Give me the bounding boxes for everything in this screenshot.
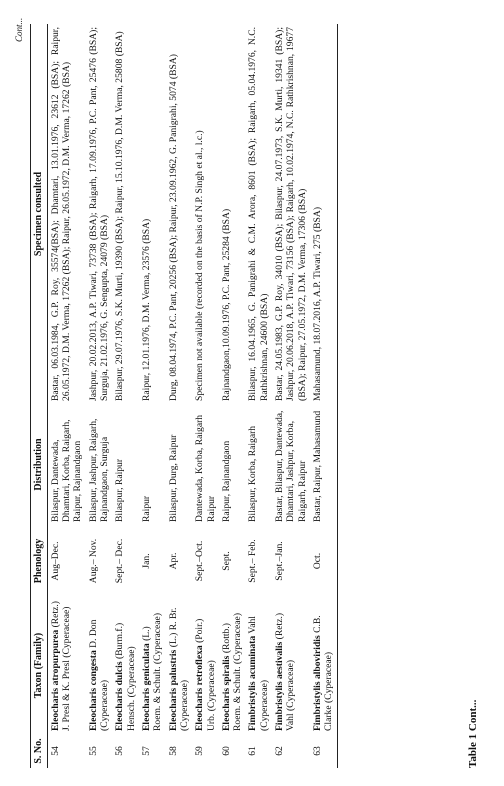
cell-sno: 60 [220,746,232,756]
header-taxon: Taxon (Family) [31,597,48,734]
continued-label: Cont... [14,17,24,42]
cell-sno: 54 [49,746,61,756]
cell-sno: 62 [274,746,286,756]
cell-taxon [245,597,272,734]
taxon-name: Eleocharis spiralis [220,655,232,731]
cell-distribution: Bilaspur, Jashpur, Raigarh, Rajnandgaon, Surguja [87,418,111,522]
cell-taxon [139,597,166,734]
table-row [139,24,166,768]
taxon-name: Fimbristylis alboviridis [312,635,324,731]
taxon-name: Eleocharis retroflexa [194,645,206,731]
taxon-author-family: (Poir.) Urb. (Cyperaceae) [194,618,217,731]
taxon-name: Eleocharis geniculata [140,643,152,731]
cell-distribution: Bilaspur, Raipur [114,458,126,522]
table-row [192,24,219,768]
cell-phenology: Apr. [167,552,179,570]
cell-sno: 55 [87,746,99,756]
cell-distribution: Bilaspur, Korba, Raigarh [247,425,259,522]
table-row [219,24,246,768]
cell-taxon [272,597,310,734]
header-specimen: Specimen consulted [31,24,48,404]
cell-distribution: Dantewada, Korba, Raigarh Raipur [194,414,217,522]
cell-sno: 59 [194,746,206,756]
table-row [47,24,85,768]
cell-specimen: Rajnandgaon,10.09.1976, P.C. Pant, 25284 (BSA) [220,208,232,401]
taxon-author-family: (L.) R. Br. (Cyperaceae) [167,607,190,731]
cell-phenology: Oct. [310,525,337,597]
cell-taxon [166,597,193,734]
cell-phenology: Sept.–Oct. [194,540,206,582]
cell-specimen: Bastar, 24.05.1983, G.P. Roy, 34010 (BSA); Bilaspur, 24.07.1973, S.K. Murti, 19341 (BSA); Jashpur, 20.06.2018, A.P. Tiwari, 73156 (BSA); Raigarh, 10.02.1974, N.C. Rathkrishnan, 19677 (BSA); Raipur, 27.05.1972, D.M. Verma, 17306 (BSA) [274,27,308,401]
cell-phenology: Sept.– Dec. [114,538,126,584]
cell-distribution: Raipur [140,495,152,522]
cell-taxon [112,597,139,734]
taxon-author-family: (L.) Roem. & Schult. (Cyperaceae) [140,612,164,731]
cell-sno: 56 [114,746,126,756]
cell-phenology: Jan. [140,553,152,569]
taxon-author-family: (Rottb.) Roem. & Schult. (Cyperaceae) [220,612,244,731]
cell-distribution: Bilaspur, Durg, Raipur [167,434,179,522]
cell-phenology: Sept.–Jan. [274,541,286,581]
header-row [31,24,48,768]
cell-taxon [86,597,113,734]
taxon-author-family: (Retz.) Vahl (Cyperaceae) [274,612,297,731]
cell-distribution: Raipur, Rajnandgaon [220,440,232,522]
cell-taxon [310,597,337,734]
cell-sno: 57 [140,746,152,756]
cell-specimen: Raipur, 12.01.1976, D.M. Verma, 23576 (BSA) [140,218,152,401]
header-sno: S. No. [31,734,48,768]
table-body [47,24,337,768]
cell-phenology: Sept. [220,551,232,571]
cell-specimen: Mahasamund, 18.07.2016, A.P. Tiwari, 275 (BSA) [310,24,337,404]
cell-distribution: Bilaspur, Dantewada, Dhamtari, Korba, Raigarh, Raipur, Rajnandgaon [49,419,84,522]
taxon-author-family: D. Don (Cyperaceae) [87,619,111,731]
table-row [310,24,337,768]
header-phenology: Phenology [31,525,48,597]
cell-sno: 58 [167,746,179,756]
table-row [245,24,272,768]
cell-distribution: Bastar, Raipur, Mahasamund [310,404,337,525]
cell-taxon [219,597,246,734]
table-row [112,24,139,768]
table-row [86,24,113,768]
table-caption: Table 1 Cont... [467,699,479,768]
table-row [272,24,310,768]
cell-phenology: Sept.– Feb. [247,539,259,583]
cell-specimen: Jashpur, 20.02.2013, A.P. Tiwari, 73738 (BSA); Raigarh, 17.09.1976, P.C. Pant, 25476 (BSA); Surguja, 21.02.1976, G. Sengupta, 24079 (BSA) [87,27,111,401]
header-distribution: Distribution [31,404,48,525]
cell-specimen: Bilaspur, 16.04.1965, G. Panigrahi & C.M. Arora, 8601 (BSA); Raigarh, 05.04.1976, N.C. Rathkrishnan, 24600 (BSA) [247,27,270,401]
cell-taxon [47,597,85,734]
taxon-name: Fimbristylis acuminata [247,635,259,731]
taxon-name: Fimbristylis aestivalis [274,641,286,731]
cell-specimen: Bastar, 06.03.1984, G.P. Roy, 35574(BSA); Dhamtari, 13.01.1976, 23612 (BSA); Raipur, 26.05.1972, D.M. Verma, 17262 (BSA); Raipur, 26.05.1972, D.M. Verma, 17262 (BSA) [49,27,73,401]
cell-sno: 61 [247,746,259,756]
cell-sno: 63 [310,734,337,768]
cell-specimen: Durg, 08.04.1974, P.C. Pant, 20256 (BSA); Raipur, 23.09.1962, G. Panigrahi, 5074 (BSA) [167,54,179,401]
cell-specimen: Bilaspur, 29.07.1976, S.K. Murti, 19390 (BSA); Raipur, 15.10.1976, D.M. Verma, 25808 (BSA) [114,31,126,401]
taxon-name: Eleocharis dulcis [114,661,126,731]
cell-phenology: Aug–Dec. [49,541,61,581]
taxon-name: Eleocharis congesta [87,650,99,731]
taxa-table [30,24,338,768]
table-row [166,24,193,768]
cell-taxon [192,597,219,734]
cell-distribution: Bastar, Bilaspur, Dantewada, Dhamtari, Jashpur, Korba, Raigarh, Raipur [274,410,308,522]
taxon-author-family: (Burm.f.) Hensch. (Cyperaceae) [114,622,137,731]
taxon-name: Eleocharis atropurpurea [49,629,61,731]
cell-specimen: Specimen not available (recorded on the basis of N.P. Singh et al., l.c.) [194,130,206,401]
taxon-name: Eleocharis palustris [167,649,179,731]
cell-phenology: Aug.– Nov. [87,538,99,584]
taxon-author-family: Vahl (Cyperaceae) [247,616,270,731]
taxon-author-family: C.B. Clarke (Cyperaceae) [312,615,335,731]
taxon-author-family: (Retz.) J. Presl & K. Presl (Cyperaceae) [49,601,73,731]
table-header [31,24,48,768]
